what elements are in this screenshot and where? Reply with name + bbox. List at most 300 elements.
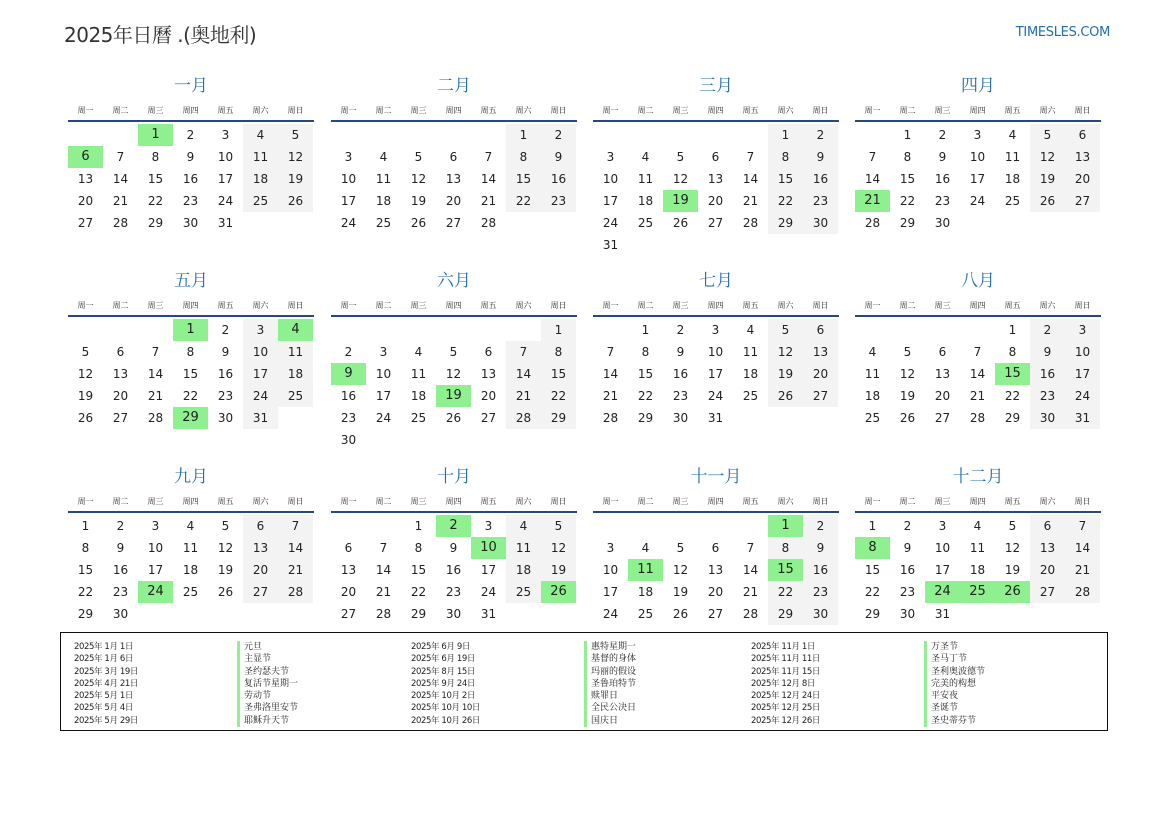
holiday-name: 玛丽的假设	[584, 666, 636, 678]
empty-cell	[698, 234, 733, 256]
day-cell: 1	[868, 519, 877, 533]
holiday-day-cell: 15	[768, 559, 803, 581]
day-cell: 23	[541, 190, 576, 212]
weekday-label: 周日	[287, 301, 304, 310]
weekday-label: 周一	[77, 497, 94, 506]
empty-cell	[331, 515, 366, 537]
day-cell: 15	[899, 172, 916, 186]
day-cell: 29	[1004, 411, 1021, 425]
holiday-name: 完美的构想	[924, 678, 985, 690]
week-row	[68, 407, 314, 429]
holiday-day-cell: 11	[628, 559, 663, 581]
day-cell: 15	[410, 563, 427, 577]
day-cell: 17	[340, 194, 357, 208]
week-row	[68, 363, 314, 385]
empty-cell	[436, 319, 471, 341]
day-cell: 14	[147, 367, 164, 381]
weekday-label: 周二	[375, 106, 392, 115]
day-cell: 24	[480, 585, 497, 599]
week-row	[68, 515, 314, 537]
day-cell: 6	[803, 319, 838, 341]
holiday-name: 元旦	[237, 641, 298, 653]
day-cell: 26	[445, 411, 462, 425]
day-cell: 22	[77, 585, 94, 599]
week-row	[855, 407, 1101, 429]
day-cell: 28	[480, 216, 497, 230]
day-cell: 4	[243, 124, 278, 146]
holiday-date: 2025年 9月 24日	[411, 678, 475, 689]
empty-cell	[960, 212, 995, 234]
day-cell: 17	[707, 367, 724, 381]
day-cell: 4	[641, 150, 650, 164]
day-cell: 13	[77, 172, 94, 186]
day-cell: 13	[340, 563, 357, 577]
day-cell: 8	[81, 541, 90, 555]
day-cell: 23	[340, 411, 357, 425]
week-row	[855, 537, 1101, 559]
day-cell: 28	[969, 411, 986, 425]
day-cell: 11	[243, 146, 278, 168]
day-cell: 4	[506, 515, 541, 537]
day-cell: 27	[480, 411, 497, 425]
day-cell: 4	[414, 345, 423, 359]
weekday-label: 周六	[1039, 301, 1056, 310]
holiday-day-cell: 19	[436, 385, 471, 407]
holiday-name: 万圣节	[924, 641, 985, 653]
week-row	[68, 385, 314, 407]
day-cell: 12	[278, 146, 313, 168]
day-cell: 20	[480, 389, 497, 403]
day-cell: 10	[934, 541, 951, 555]
holiday-name: 圣鲁珀特节	[584, 678, 636, 690]
weekday-label: 周五	[480, 301, 497, 310]
day-cell: 16	[899, 563, 916, 577]
month-title: 十二月	[952, 467, 1004, 487]
day-cell: 30	[445, 607, 462, 621]
day-cell: 30	[182, 216, 199, 230]
day-cell: 22	[506, 190, 541, 212]
day-cell: 12	[1004, 541, 1021, 555]
day-cell: 3	[243, 319, 278, 341]
weekday-label: 周三	[672, 106, 689, 115]
week-row	[593, 124, 839, 146]
day-cell: 18	[278, 363, 313, 385]
day-cell: 18	[742, 367, 759, 381]
day-cell: 7	[484, 150, 493, 164]
holiday-name: 圣约瑟夫节	[237, 666, 298, 678]
holiday-day-cell: 1	[138, 124, 173, 146]
holiday-date: 2025年 10月 2日	[411, 691, 475, 702]
weekday-label: 周日	[287, 106, 304, 115]
day-cell: 3	[606, 541, 615, 555]
empty-cell	[366, 515, 401, 537]
month-title: 一月	[174, 76, 208, 96]
empty-cell	[541, 212, 576, 234]
day-cell: 27	[934, 411, 951, 425]
day-cell: 11	[742, 345, 759, 359]
empty-cell	[401, 429, 436, 451]
day-cell: 31	[480, 607, 497, 621]
day-cell: 11	[278, 341, 313, 363]
holiday-name: 基督的身体	[584, 653, 636, 665]
week-row	[593, 212, 839, 234]
day-cell: 23	[1030, 385, 1065, 407]
day-cell: 30	[934, 216, 951, 230]
holiday-date: 2025年 10月 26日	[411, 715, 480, 726]
week-row	[855, 212, 1101, 234]
day-cell: 3	[484, 519, 493, 533]
month-title: 三月	[699, 76, 733, 96]
week-row	[331, 515, 577, 537]
day-cell: 7	[746, 541, 755, 555]
day-cell: 6	[938, 345, 947, 359]
day-cell: 22	[541, 385, 576, 407]
day-cell: 1	[506, 124, 541, 146]
week-row	[68, 190, 314, 212]
week-row	[331, 603, 577, 625]
month-block	[68, 74, 314, 234]
day-cell: 17	[602, 585, 619, 599]
weekday-label: 周三	[147, 106, 164, 115]
day-cell: 22	[864, 585, 881, 599]
weekday-header	[593, 103, 839, 122]
day-cell: 19	[77, 389, 94, 403]
day-cell: 30	[217, 411, 234, 425]
holiday-date: 2025年 11月 1日	[751, 642, 815, 652]
day-cell: 20	[1030, 559, 1065, 581]
day-cell: 27	[1030, 581, 1065, 603]
day-cell: 15	[768, 168, 803, 190]
empty-cell	[471, 319, 506, 341]
weekday-label: 周日	[550, 106, 567, 115]
holiday-day-cell: 10	[471, 537, 506, 559]
day-cell: 4	[379, 150, 388, 164]
weekday-label: 周六	[1039, 497, 1056, 506]
day-cell: 16	[1030, 363, 1065, 385]
weekday-label: 周一	[602, 106, 619, 115]
day-cell: 6	[116, 345, 125, 359]
empty-cell	[471, 429, 506, 451]
day-cell: 15	[147, 172, 164, 186]
week-row	[331, 581, 577, 603]
day-cell: 27	[77, 216, 94, 230]
week-row	[331, 363, 577, 385]
day-cell: 8	[506, 146, 541, 168]
weekday-label: 周六	[252, 301, 269, 310]
day-cell: 10	[602, 172, 619, 186]
day-cell: 28	[278, 581, 313, 603]
week-row	[593, 341, 839, 363]
site-logo-link[interactable]: TIMESLES.COM	[1015, 25, 1110, 40]
weekday-label: 周一	[864, 497, 881, 506]
weekday-label: 周五	[480, 106, 497, 115]
day-cell: 26	[672, 607, 689, 621]
day-cell: 7	[151, 345, 160, 359]
day-cell: 18	[182, 563, 199, 577]
weekday-label: 周四	[182, 301, 199, 310]
day-cell: 5	[81, 345, 90, 359]
weekday-label: 周五	[742, 106, 759, 115]
day-cell: 27	[243, 581, 278, 603]
day-cell: 4	[973, 519, 982, 533]
holiday-name: 劳动节	[237, 690, 298, 702]
empty-cell	[593, 515, 628, 537]
weekday-label: 周二	[375, 497, 392, 506]
weekday-label: 周二	[899, 106, 916, 115]
day-cell: 5	[541, 515, 576, 537]
holiday-name-column	[584, 641, 636, 727]
day-cell: 13	[707, 563, 724, 577]
day-cell: 23	[182, 194, 199, 208]
day-cell: 8	[768, 537, 803, 559]
weekday-header	[331, 298, 577, 317]
day-cell: 2	[676, 323, 685, 337]
day-cell: 25	[410, 411, 427, 425]
day-cell: 1	[541, 319, 576, 341]
week-row	[593, 385, 839, 407]
month-block	[68, 269, 314, 429]
week-row	[68, 168, 314, 190]
day-cell: 29	[768, 212, 803, 234]
day-cell: 11	[864, 367, 881, 381]
day-cell: 24	[340, 216, 357, 230]
day-cell: 17	[217, 172, 234, 186]
day-cell: 15	[506, 168, 541, 190]
page-title: 2025年日曆 .(奥地利)	[64, 23, 257, 47]
day-cell: 29	[899, 216, 916, 230]
day-cell: 25	[864, 411, 881, 425]
day-cell: 16	[340, 389, 357, 403]
weekday-label: 周四	[445, 497, 462, 506]
day-cell: 7	[973, 345, 982, 359]
day-cell: 6	[344, 541, 353, 555]
holiday-name: 国庆日	[584, 715, 636, 727]
empty-cell	[1030, 603, 1065, 625]
weekday-label: 周一	[602, 301, 619, 310]
weekday-label: 周三	[672, 301, 689, 310]
day-cell: 10	[147, 541, 164, 555]
day-cell: 11	[1004, 150, 1021, 164]
week-row	[593, 581, 839, 603]
day-cell: 3	[221, 128, 230, 142]
weekday-label: 周六	[777, 301, 794, 310]
holiday-day-cell: 26	[995, 581, 1030, 603]
day-cell: 25	[742, 389, 759, 403]
week-row	[855, 385, 1101, 407]
weekday-label: 周六	[252, 106, 269, 115]
holiday-date-column	[411, 641, 480, 727]
day-cell: 19	[899, 389, 916, 403]
day-cell: 20	[445, 194, 462, 208]
holiday-day-cell: 9	[331, 363, 366, 385]
week-row	[855, 146, 1101, 168]
weekday-label: 周日	[1074, 106, 1091, 115]
month-title: 五月	[174, 271, 208, 291]
day-cell: 27	[707, 216, 724, 230]
weekday-label: 周五	[742, 301, 759, 310]
weekday-label: 周四	[707, 301, 724, 310]
holiday-day-cell: 21	[855, 190, 890, 212]
weekday-label: 周五	[1004, 106, 1021, 115]
weekday-header	[331, 103, 577, 122]
day-cell: 16	[803, 168, 838, 190]
weekday-label: 周五	[217, 106, 234, 115]
weekday-label: 周一	[340, 106, 357, 115]
weekday-label: 周日	[1074, 301, 1091, 310]
month-block	[331, 269, 577, 451]
day-cell: 2	[1030, 319, 1065, 341]
day-cell: 31	[707, 411, 724, 425]
holiday-day-cell: 24	[925, 581, 960, 603]
holiday-day-cell: 29	[173, 407, 208, 429]
day-cell: 11	[506, 537, 541, 559]
day-cell: 12	[768, 341, 803, 363]
week-row	[855, 559, 1101, 581]
day-cell: 5	[676, 541, 685, 555]
empty-cell	[173, 603, 208, 625]
day-cell: 5	[768, 319, 803, 341]
day-cell: 3	[938, 519, 947, 533]
week-row	[331, 341, 577, 363]
empty-cell	[471, 124, 506, 146]
week-row	[593, 234, 839, 256]
day-cell: 17	[480, 563, 497, 577]
weekday-label: 周三	[147, 301, 164, 310]
empty-cell	[208, 603, 243, 625]
day-cell: 9	[1030, 341, 1065, 363]
day-cell: 7	[506, 341, 541, 363]
day-cell: 22	[899, 194, 916, 208]
weekday-label: 周六	[777, 106, 794, 115]
day-cell: 14	[278, 537, 313, 559]
weekday-label: 周四	[969, 106, 986, 115]
day-cell: 12	[445, 367, 462, 381]
day-cell: 21	[1065, 559, 1100, 581]
day-cell: 29	[541, 407, 576, 429]
holiday-name-column	[924, 641, 985, 727]
day-cell: 28	[742, 216, 759, 230]
day-cell: 30	[803, 603, 838, 625]
day-cell: 18	[506, 559, 541, 581]
month-block	[331, 465, 577, 625]
holiday-name: 圣马丁节	[924, 653, 985, 665]
day-cell: 26	[77, 411, 94, 425]
day-cell: 8	[414, 541, 423, 555]
day-cell: 17	[375, 389, 392, 403]
weekday-label: 周二	[637, 301, 654, 310]
day-cell: 14	[742, 172, 759, 186]
holiday-name: 复活节星期一	[237, 678, 298, 690]
holiday-name: 惠特星期一	[584, 641, 636, 653]
day-cell: 21	[742, 585, 759, 599]
empty-cell	[698, 515, 733, 537]
day-cell: 12	[672, 172, 689, 186]
day-cell: 11	[637, 172, 654, 186]
empty-cell	[278, 407, 313, 429]
weekday-label: 周五	[217, 301, 234, 310]
week-row	[68, 212, 314, 234]
weekday-label: 周日	[550, 497, 567, 506]
empty-cell	[541, 603, 576, 625]
empty-cell	[890, 319, 925, 341]
day-cell: 14	[969, 367, 986, 381]
day-cell: 12	[899, 367, 916, 381]
day-cell: 10	[707, 345, 724, 359]
day-cell: 14	[742, 563, 759, 577]
day-cell: 4	[186, 519, 195, 533]
holiday-day-cell: 1	[173, 319, 208, 341]
day-cell: 27	[340, 607, 357, 621]
week-row	[68, 319, 314, 341]
day-cell: 1	[81, 519, 90, 533]
empty-cell	[593, 124, 628, 146]
day-cell: 20	[77, 194, 94, 208]
week-row	[593, 190, 839, 212]
holiday-name-column	[237, 641, 298, 727]
day-cell: 15	[864, 563, 881, 577]
day-cell: 2	[116, 519, 125, 533]
day-cell: 5	[1008, 519, 1017, 533]
weekday-label: 周四	[182, 497, 199, 506]
empty-cell	[103, 124, 138, 146]
empty-cell	[366, 429, 401, 451]
holiday-date: 2025年 5月 29日	[74, 715, 138, 726]
day-cell: 4	[641, 541, 650, 555]
day-cell: 2	[541, 124, 576, 146]
holiday-day-cell: 1	[768, 515, 803, 537]
day-cell: 26	[672, 216, 689, 230]
day-cell: 20	[243, 559, 278, 581]
holiday-date: 2025年 6月 19日	[411, 654, 475, 665]
empty-cell	[436, 124, 471, 146]
day-cell: 11	[182, 541, 199, 555]
day-cell: 23	[934, 194, 951, 208]
empty-cell	[925, 319, 960, 341]
empty-cell	[331, 124, 366, 146]
day-cell: 24	[602, 216, 619, 230]
holiday-day-cell: 2	[436, 515, 471, 537]
weekday-label: 周四	[707, 497, 724, 506]
day-cell: 13	[112, 367, 129, 381]
week-row	[331, 212, 577, 234]
holiday-date: 2025年 12月 26日	[751, 715, 820, 726]
holiday-date: 2025年 1月 1日	[74, 642, 133, 652]
holiday-day-cell: 4	[278, 319, 313, 341]
day-cell: 9	[803, 146, 838, 168]
holiday-name: 平安夜	[924, 690, 985, 702]
weekday-label: 周一	[340, 301, 357, 310]
holiday-day-cell: 25	[960, 581, 995, 603]
empty-cell	[506, 603, 541, 625]
month-block	[855, 74, 1101, 234]
month-block	[855, 465, 1101, 625]
month-title: 四月	[961, 76, 995, 96]
day-cell: 8	[151, 150, 160, 164]
day-cell: 2	[803, 515, 838, 537]
day-cell: 26	[217, 585, 234, 599]
empty-cell	[960, 319, 995, 341]
weekday-label: 周六	[1039, 106, 1056, 115]
empty-cell	[733, 124, 768, 146]
day-cell: 28	[147, 411, 164, 425]
day-cell: 20	[112, 389, 129, 403]
day-cell: 19	[768, 363, 803, 385]
empty-cell	[663, 515, 698, 537]
holiday-day-cell: 6	[68, 146, 103, 168]
empty-cell	[243, 212, 278, 234]
day-cell: 7	[379, 541, 388, 555]
day-cell: 27	[445, 216, 462, 230]
